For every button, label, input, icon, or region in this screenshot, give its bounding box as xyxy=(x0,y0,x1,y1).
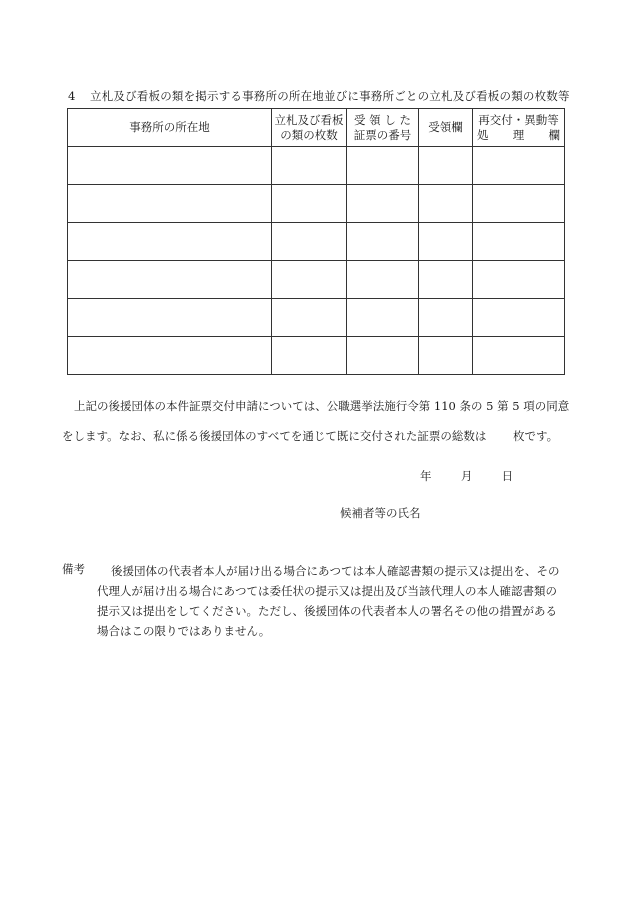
remarks-line: 代理人が届け出る場合にあつては委任状の提示又は提出及び当該代理人の本人確認書類の xyxy=(97,584,557,598)
header-char: 処 xyxy=(477,127,489,142)
remarks-line: 提示又は提出をしてください。ただし、後援団体の代表者本人の署名その他の措置がある xyxy=(97,604,557,618)
header-line: の類の枚数 xyxy=(280,127,338,142)
table-cell xyxy=(419,337,473,375)
office-signboard-table xyxy=(67,108,565,375)
table-cell xyxy=(272,223,347,261)
section-title: 立札及び看板の類を掲示する事務所の所在地並びに事務所ごとの立札及び看板の類の枚数等 xyxy=(90,89,570,103)
table-cell xyxy=(347,185,419,223)
header-line xyxy=(473,128,564,143)
candidate-name-label: 候補者等の氏名 xyxy=(340,506,421,520)
table-cell xyxy=(272,261,347,299)
date-year-label: 年 xyxy=(420,469,432,483)
header-line: 受 領 し た xyxy=(354,112,411,127)
header-char: 欄 xyxy=(548,127,560,142)
table-cell xyxy=(68,337,272,375)
table-cell xyxy=(419,223,473,261)
header-line: 立札及び看板 xyxy=(274,112,344,127)
table-cell xyxy=(272,299,347,337)
table-cell xyxy=(473,185,565,223)
remarks-label: 備考 xyxy=(62,562,85,576)
table-cell xyxy=(272,147,347,185)
header-line: 受領欄 xyxy=(428,120,463,134)
table-cell xyxy=(473,223,565,261)
table-cell xyxy=(347,223,419,261)
table-cell xyxy=(68,185,272,223)
table-row xyxy=(68,147,565,185)
remarks-line: 後援団体の代表者本人が届け出る場合にあつては本人確認書類の提示又は提出を、その xyxy=(111,564,560,578)
section-number: 4 xyxy=(68,89,76,103)
table-cell xyxy=(419,261,473,299)
header-line: 証票の番号 xyxy=(353,127,412,142)
table-cell xyxy=(68,223,272,261)
header-char: 理 xyxy=(512,127,525,142)
header-line: 再交付・異動等 xyxy=(478,112,559,127)
date-month-label: 月 xyxy=(460,469,473,483)
table-cell xyxy=(347,299,419,337)
remarks-line: 場合はこの限りではありません。 xyxy=(97,624,271,638)
table-cell xyxy=(419,147,473,185)
date-day-label: 日 xyxy=(501,469,514,483)
header-signboard-count xyxy=(272,109,347,147)
header-line: 事務所の所在地 xyxy=(129,120,210,134)
table-cell xyxy=(272,337,347,375)
table-cell xyxy=(419,299,473,337)
table-header-row xyxy=(68,109,565,147)
table-row xyxy=(68,261,565,299)
table-cell xyxy=(347,147,419,185)
header-reissue-processing xyxy=(473,109,565,147)
date-line xyxy=(420,468,513,484)
table-row xyxy=(68,185,565,223)
table-cell xyxy=(68,261,272,299)
header-receipt xyxy=(419,109,473,147)
table-cell xyxy=(272,185,347,223)
header-certificate-number xyxy=(347,109,419,147)
remarks-body xyxy=(97,561,567,641)
table-cell xyxy=(473,299,565,337)
table-cell xyxy=(473,147,565,185)
header-office-location xyxy=(68,109,272,147)
table-cell xyxy=(68,147,272,185)
table-cell xyxy=(347,337,419,375)
table-cell xyxy=(473,337,565,375)
table-cell xyxy=(419,185,473,223)
table-cell xyxy=(347,261,419,299)
table-cell xyxy=(68,299,272,337)
table-row xyxy=(68,299,565,337)
table-cell xyxy=(473,261,565,299)
consent-line-2: をします。なお、私に係る後援団体のすべてを通じて既に交付された証票の総数は 枚です。 xyxy=(62,429,559,443)
table-row xyxy=(68,223,565,261)
section-heading xyxy=(68,88,568,104)
table-row xyxy=(68,337,565,375)
consent-line-1: 上記の後援団体の本件証票交付申請については、公職選挙法施行令第 110 条の 5 第 5 項の同意 xyxy=(74,399,570,413)
